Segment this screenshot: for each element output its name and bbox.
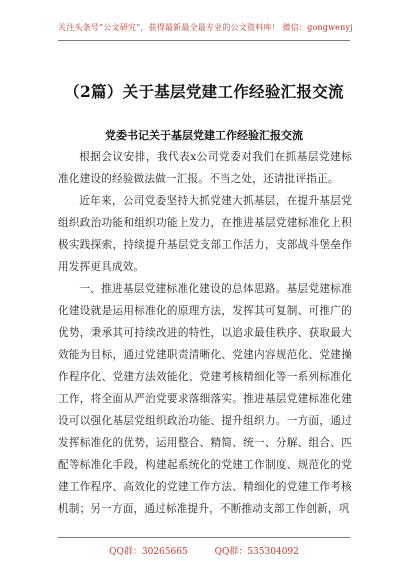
document-subtitle: 党委书记关于基层党建工作经验汇报交流: [105, 129, 303, 142]
document-title: （2篇）关于基层党建工作经验汇报交流: [64, 82, 344, 101]
footer-text: [58, 544, 350, 557]
paragraph-3: 一、推进基层党建标准化建设的总体思路。基层党建标准化建设就是运用标准化的原理方法，发挥其可复制、可推广的优势，秉承其可持续改进的特性，以追求最佳秩序、获取最大效能为目标，通过党建职责清晰化、党建内容规范化、党建操作程序化、党建方法效能化、党建考核精细化等一系列标准化工作，将全面从严治党要求落细落实。推进基层党建标准化建设可以强化基层党组织政治功能、提升组织力。一方面，通过发挥标准化的优势，运用整合、精简、统一、分解、组合、匹配等标准化手段，构建起系统化的党建工作制度、规范化的党建工作程序、高效化的党建工作方法、精细化的党建工作考核机制；另一方面，通过标准提升，不断推动支部工作创新，巩: [58, 283, 352, 515]
document-body: [58, 146, 352, 520]
footer-qq-group-1: QQ群：30265665: [109, 547, 188, 557]
paragraph-2: 近年来，公司党委坚持大抓党建大抓基层，在提升基层党组织政治功能和组织功能上发力，在推进基层党建标准化上积极实践探索，持续提升基层党支部工作活力，支部战斗堡垒作用发挥更具成效。: [58, 195, 352, 273]
footer-qq-group-2: QQ群：535304092: [214, 547, 299, 557]
header-banner: [58, 18, 353, 41]
paragraph-1: 根据会议安排，我代表x公司党委对我们在抓基层党建标准化建设的经验做法做一汇报。不当之处，还请批评指正。: [58, 151, 352, 185]
footer: [58, 537, 350, 560]
header-banner-text: 关注头条号“公文研究”，获得最新最全最专业的公文资料库！ 微信：gongwenyj: [58, 23, 353, 32]
